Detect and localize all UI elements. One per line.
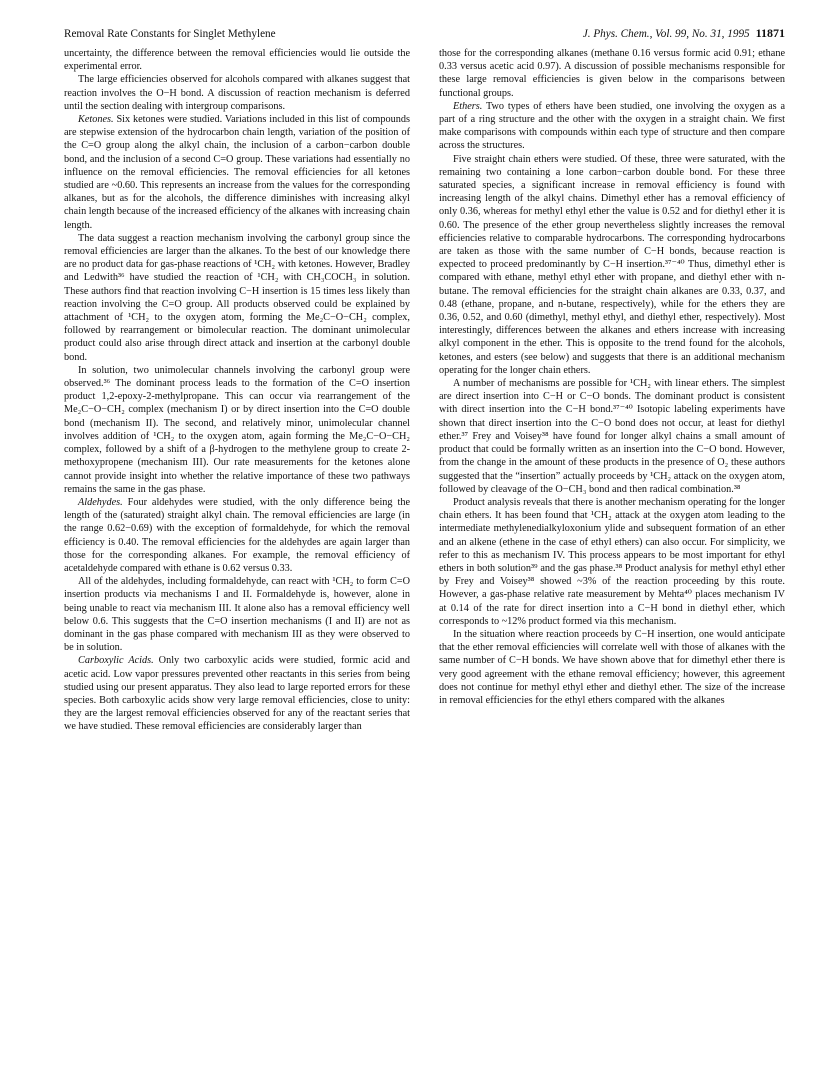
journal-info [583,26,785,41]
paragraph-text: Six ketones were studied. Variations included in this list of compounds are stepwise extension of the hydrocarbon chain length, variation of the position of the C=O group along the alkyl chain, the inclusion of a carbon−carbon double bond, and the inclusion of a second C=O group. These variations had essentially no influence on the removal efficiencies. The removal efficiencies for all ketones studied are ~0.60. This represents an increase from the values for the corresponding alkanes, but as for the alcohols, the difference diminishes with increasing alkyl chain length because of the increased efficiency of the alkanes with increasing chain length. [64,114,411,231]
paragraph-aldehydes [64,496,410,575]
journal-citation: J. Phys. Chem., Vol. 99, No. 31, 1995 [582,28,750,40]
section-heading-ethers: Ethers. [453,100,483,112]
section-heading-ketones: Ketones. [78,114,114,126]
paragraph: In solution, two unimolecular channels involving the carbonyl group were observed.³⁶ The dominant process leads to the formation of the C=O insertion product 1,2-epoxy-2-methylpropane. This can occur via rearrangement of the Me₂C−O−CH₂ complex (mechanism I) or by direct insertion into the C=O double bond (mechanism II). The second, and relatively minor, unimolecular channel involves addition of ¹CH₂ to the oxygen atom, again forming the Me₂C−O−CH₂ complex, followed by a shift of a β-hydrogen to the methylene group to create 2-methoxypropene (mechanism III). Our rate measurements for the ketones alone cannot provide insight into whether the relative importance of these two pathways remains the same in the gas phase. [64,364,410,495]
two-column-body [64,47,785,734]
right-column [439,47,785,734]
paragraph: The data suggest a reaction mechanism involving the carbonyl group since the removal efficiencies are larger than the alkanes. To the best of our knowledge there are no product data for gas-phase reactions of ¹CH₂ with ketones. However, Bradley and Ledwith³⁶ have studied the reaction of ¹CH₂ with CH₃COCH₃ in solution. These authors find that reaction involving C−H insertion is 15 times less likely than reaction involving the C=O group. All products observed could be explained by attachment of ¹CH₂ to the oxygen atom, forming the Me₂C−O−CH₂ complex, followed by rearrangement or bimolecular reaction. The dominant unimolecular product could also arise through direct attack and insertion at the carbonyl double bond. [64,232,410,363]
paragraph: Five straight chain ethers were studied. Of these, three were saturated, with the remaining two containing a lone carbon−carbon double bond. For these three saturated species, a significant increase in removal efficiency is found with increasing length of the alkyl chains. Dimethyl ether has a removal efficiency of only 0.36, whereas for methyl ethyl ether the value is 0.52 and for diethyl ether it is 0.60. The presence of the ether group nevertheless slightly increases the removal efficiencies relative to comparable hydrocarbons. The corresponding hydrocarbons are taken as those with the same number of C−H bonds, because reaction is expected to proceed predominantly by C−H insertion.³⁷⁻⁴⁰ Thus, dimethyl ether is compared with ethane, methyl ethyl ether with propane, and diethyl ether with n-butane. The removal efficiencies for the straight chain alkanes are 0.33, 0.37, and 0.48 (ethane, propane, and n-butane, respectively), while for the ethers they are 0.36, 0.52, and 0.60 (dimethyl, methyl ethyl, and diethyl ether, respectively). Most interestingly, differences between the alkanes and ethers increase with increasing alkyl component in the ether. This is opposite to the trend found for the alcohols, ketones, and esters (see below) and suggests that there is an additional mechanism operating for the longer chain ethers. [439,153,785,376]
paragraph: All of the aldehydes, including formaldehyde, can react with ¹CH₂ to form C=O insertion products via mechanisms I and II. Formaldehyde is, however, alone in being unable to react via mechanism III. It alone also has a removal efficiency well below 0.6. This suggests that the C=O insertion mechanisms (I and II) are not as dominant in the gas phase compared with mechanism III as they were observed to be in solution. [64,576,410,654]
left-column [64,47,410,734]
paragraph-ketones [64,113,410,232]
section-heading-carboxylic-acids: Carboxylic Acids. [78,655,154,667]
paragraph: A number of mechanisms are possible for ¹CH₂ with linear ethers. The simplest are direct insertion into C−H or C−O bonds. The dominant product is consistent with direct insertion into the C−H bond.³⁷⁻⁴⁰ Isotopic labeling experiments have shown that direct insertion into the C−O bond does not occur, at least for diethyl ether.³⁷ Frey and Voisey³⁸ have found for longer alkyl chains a small amount of product that could be formally written as an insertion into the C−O bond. However, from the change in the amount of these products in the presence of O₂ these authors suggested that the “insertion” actually proceeds by ¹CH₂ attack on the oxygen atom, followed by cleavage of the O−CH₃ bond and then radical combination.³⁸ [439,378,785,495]
paragraph: those for the corresponding alkanes (methane 0.16 versus formic acid 0.91; ethane 0.33 versus acetic acid 0.97). A discussion of possible mechanisms responsible for these large removal efficiencies is given below in the comparisons between functional groups. [439,48,785,99]
paragraph: uncertainty, the difference between the removal efficiencies would lie outside the experimental error. [64,48,410,73]
page-header [64,26,785,41]
paragraph-carboxylic-acids [64,654,410,733]
page-number: 11871 [755,26,785,40]
paragraph: Product analysis reveals that there is another mechanism operating for the longer chain ethers. It has been found that ¹CH₂ attack at the oxygen atom leading to the intermediate methylenedialkyloxonium ylide and subsequent formation of an ether and an alkene (ethene in the case of ethyl ethers) can also occur. For simplicity, we refer to this as mechanism IV. This process appears to be most important for ethyl ethers in both solution³⁹ and the gas phase.³⁸ Product analysis for methyl ethyl ether by Frey and Voisey³⁸ showed ~3% of the reaction proceeding by this route. However, a gas-phase relative rate measurement by Mehta⁴⁰ places mechanism IV at 0.14 of the rate for direct insertion into a C−H bond in diethyl ether, which corresponds to ~12% product formed via this mechanism. [439,496,785,627]
paragraph-text: Four aldehydes were studied, with the only difference being the length of the (saturated) straight alkyl chain. The removal efficiencies are large (in the range 0.62−0.69) with the exception of formaldehyde, for which the removal efficiency is 0.40. The removal efficiencies for the aldehydes are again larger than those for the corresponding alkanes. For example, the removal efficiency of acetaldehyde compared with ethane is 0.62 versus 0.33. [64,496,410,574]
running-title: Removal Rate Constants for Singlet Methylene [64,28,276,40]
paragraph-text: Only two carboxylic acids were studied, formic acid and acetic acid. Low vapor pressures prevented other reactants in this series from being studied using our present apparatus. They also lead to large reported errors for these species. Both carboxylic acids show very large removal efficiencies, close to unity: they are the largest removal efficiencies observed for any of the reactant series that we have studied. These removal efficiencies are considerably larger than [64,655,410,733]
paragraph: In the situation where reaction proceeds by C−H insertion, one would anticipate that the ether removal efficiencies will correlate well with those of alkanes with the same number of C−H bonds. We have shown above that for dimethyl ether there is very good agreement with the ethane removal efficiency; however, this agreement does not continue for methyl ethyl ether and diethyl ether. The size of the increase in removal efficiencies for the ethyl ethers compared with the alkanes [439,628,785,706]
paragraph-text: Two types of ethers have been studied, one involving the oxygen as a part of a ring structure and the other with the oxygen in a straight chain. We first make comparisons with compounds within each type of structure and then compare across the structures. [439,100,785,152]
section-heading-aldehydes: Aldehydes. [78,496,123,508]
paragraph-ethers [439,100,785,153]
paragraph: The large efficiencies observed for alcohols compared with alkanes suggest that reaction involves the O−H bond. A discussion of reaction mechanism is deferred until the section dealing with intergroup comparisons. [64,74,410,112]
